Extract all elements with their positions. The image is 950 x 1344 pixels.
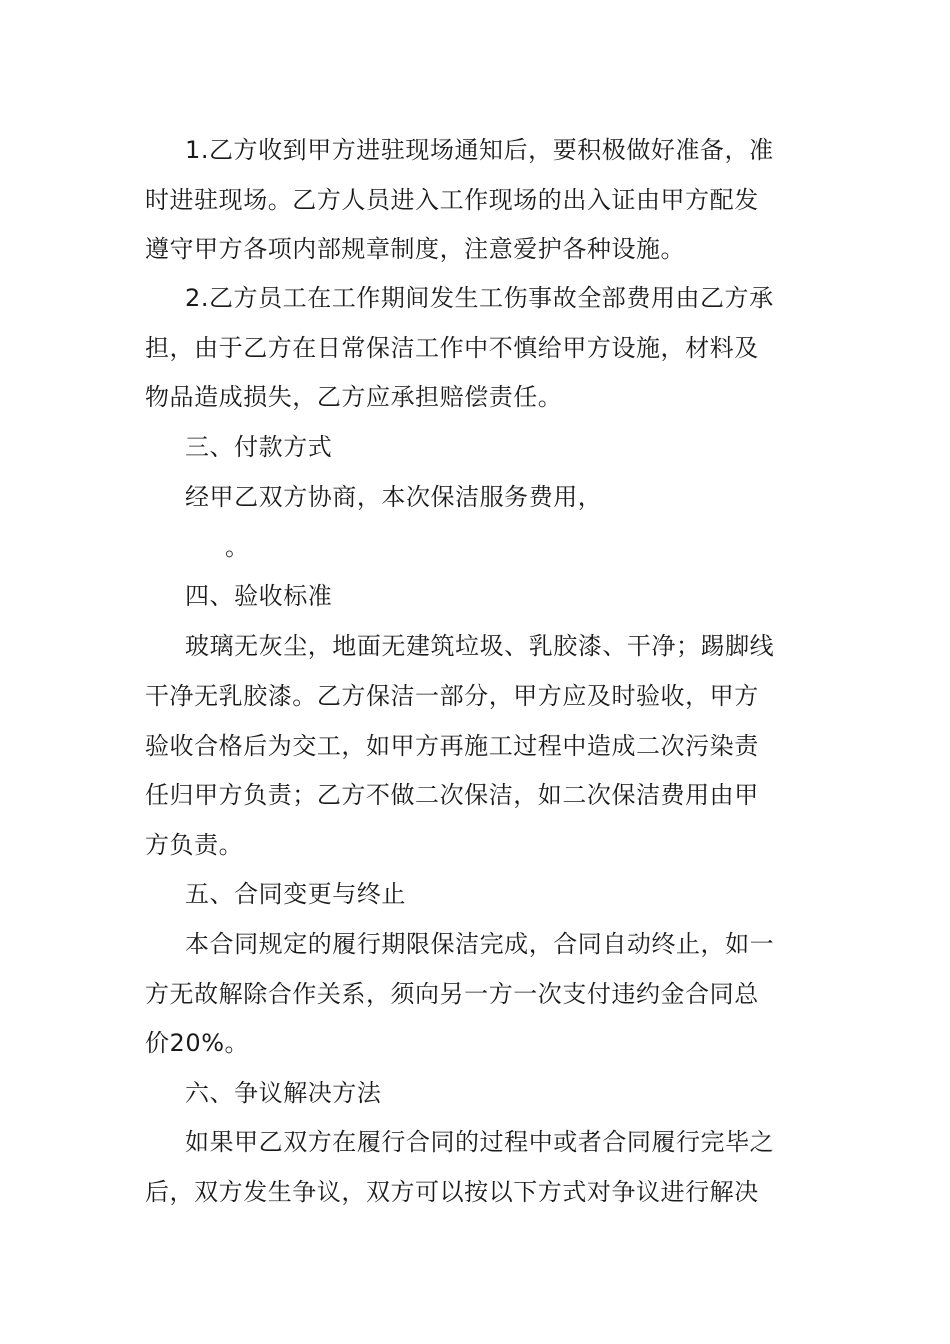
termination-line-2: 方无故解除合作关系，须向另一方一次支付违约金合同总 xyxy=(145,980,759,1008)
payment-blank-end: 。 xyxy=(225,533,250,561)
acceptance-line-4: 任归甲方负责；乙方不做二次保洁，如二次保洁费用由甲 xyxy=(145,781,759,809)
section-heading-termination: 五、合同变更与终止 xyxy=(185,880,406,908)
acceptance-line-2: 干净无乳胶漆。乙方保洁一部分，甲方应及时验收，甲方 xyxy=(145,682,759,710)
clause-2-line-1: 2.乙方员工在工作期间发生工伤事故全部费用由乙方承 xyxy=(185,284,774,312)
clause-2-line-2: 担，由于乙方在日常保洁工作中不慎给甲方设施，材料及 xyxy=(145,334,759,362)
section-heading-dispute: 六、争议解决方法 xyxy=(185,1079,382,1107)
dispute-line-2: 后，双方发生争议，双方可以按以下方式对争议进行解决 xyxy=(145,1178,759,1206)
clause-1-line-1: 1.乙方收到甲方进驻现场通知后，要积极做好准备，准 xyxy=(185,136,774,164)
clause-1-line-2: 时进驻现场。乙方人员进入工作现场的出入证由甲方配发 xyxy=(145,186,759,214)
section-heading-acceptance: 四、验收标准 xyxy=(185,582,333,610)
dispute-line-1: 如果甲乙双方在履行合同的过程中或者合同履行完毕之 xyxy=(185,1128,775,1156)
section-heading-payment: 三、付款方式 xyxy=(185,433,333,461)
clause-2-line-3: 物品造成损失，乙方应承担赔偿责任。 xyxy=(145,383,563,411)
clause-1-line-3: 遵守甲方各项内部规章制度，注意爱护各种设施。 xyxy=(145,235,686,263)
acceptance-line-1: 玻璃无灰尘，地面无建筑垃圾、乳胶漆、干净；踢脚线 xyxy=(185,632,775,660)
acceptance-line-3: 验收合格后为交工，如甲方再施工过程中造成二次污染责 xyxy=(145,732,759,760)
termination-line-3: 价20%。 xyxy=(145,1029,250,1057)
payment-text: 经甲乙双方协商，本次保洁服务费用， xyxy=(185,483,603,511)
acceptance-line-5: 方负责。 xyxy=(145,831,244,859)
termination-line-1: 本合同规定的履行期限保洁完成，合同自动终止，如一 xyxy=(185,930,775,958)
